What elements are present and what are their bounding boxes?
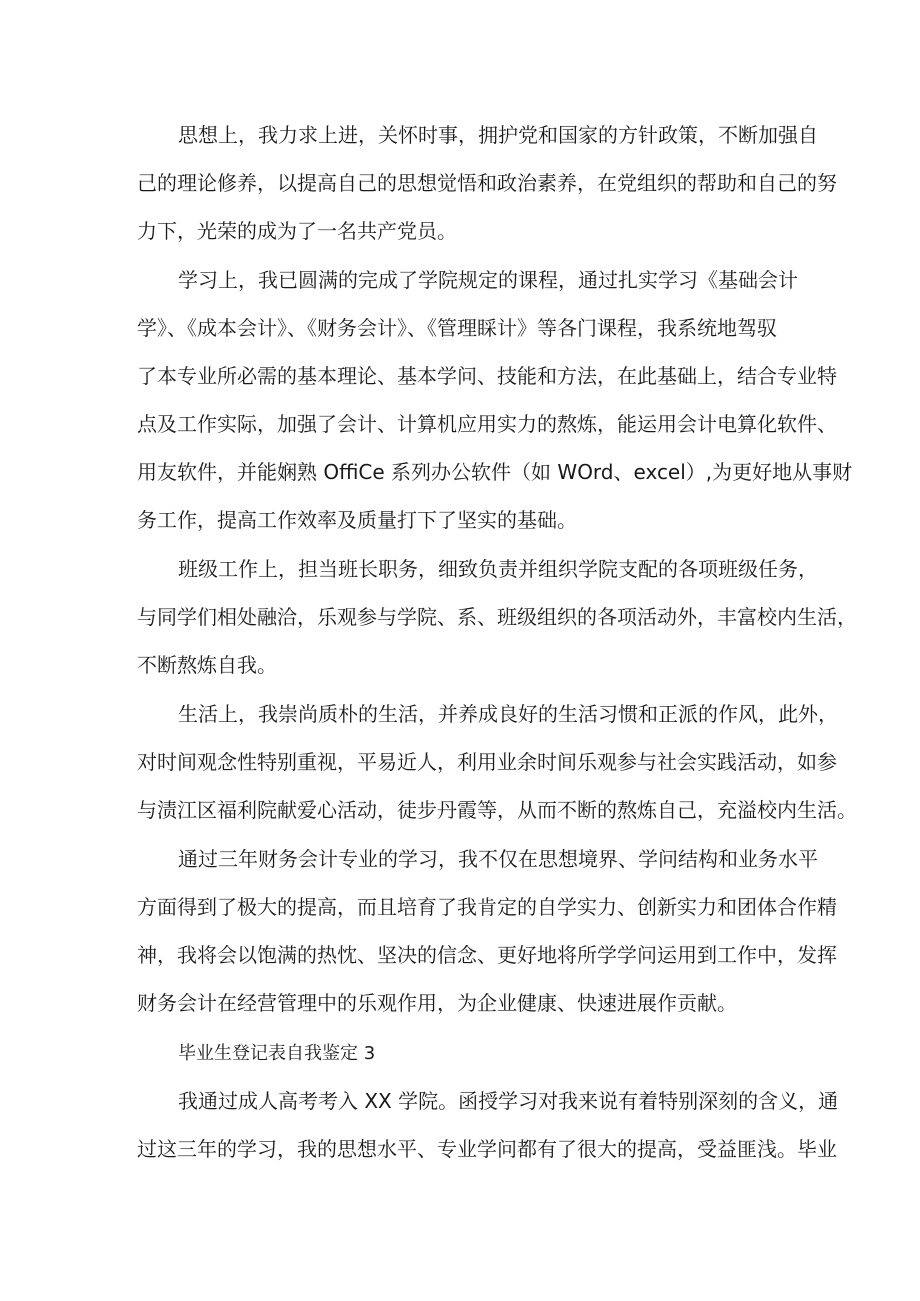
paragraph-2-line-1: 学习上，我已圆满的完成了学院规定的课程，通过扎实学习《基础会计 bbox=[178, 268, 798, 292]
paragraph-3-line-1: 班级工作上，担当班长职务，细致负责并组织学院支配的各项班级任务， bbox=[178, 557, 818, 581]
paragraph-1-line-3: 力下，光荣的成为了一名共产党员。 bbox=[137, 219, 457, 243]
paragraph-4-line-1: 生活上，我崇尚质朴的生活，并养成良好的生活习惯和正派的作风，此外， bbox=[178, 702, 838, 726]
paragraph-2-line-6: 务工作，提高工作效率及质量打下了坚实的基础。 bbox=[137, 508, 577, 532]
paragraph-2-line-5: 用友软件，并能娴熟 OffiCe 系列办公软件（如 WOrd、excel）,为更好地从事财 bbox=[137, 460, 853, 484]
paragraph-1-line-1: 思想上，我力求上进，关怀时事，拥护党和国家的方针政策，不断加强自 bbox=[178, 123, 818, 147]
paragraph-5-line-2: 方面得到了极大的提高，而且培育了我肯定的自学实力、创新实力和团体合作精 bbox=[137, 895, 837, 919]
paragraph-3-line-3: 不断熬炼自我。 bbox=[137, 653, 277, 677]
paragraph-2-line-2: 学》、《成本会计》、《财务会计》、《管理睬计》等各门课程，我系统地驾驭 bbox=[137, 316, 777, 340]
paragraph-3-line-2: 与同学们相处融洽，乐观参与学院、系、班级组织的各项活动外，丰富校内生活， bbox=[137, 605, 857, 629]
paragraph-2-line-3: 了本专业所必需的基本理论、基本学问、技能和方法，在此基础上，结合专业特 bbox=[137, 364, 837, 388]
paragraph-5-line-4: 财务会计在经营管理中的乐观作用，为企业健康、快速进展作贡献。 bbox=[137, 991, 737, 1015]
paragraph-6-line-1: 我通过成人高考考入 XX 学院。函授学习对我来说有着特别深刻的含义，通 bbox=[178, 1089, 839, 1113]
paragraph-5-line-1: 通过三年财务会计专业的学习，我不仅在思想境界、学问结构和业务水平 bbox=[178, 847, 818, 871]
section-heading: 毕业生登记表自我鉴定 3 bbox=[178, 1043, 376, 1064]
paragraph-4-line-2: 对时间观念性特别重视，平易近人，利用业余时间乐观参与社会实践活动，如参 bbox=[137, 750, 837, 774]
paragraph-1-line-2: 己的理论修养，以提高自己的思想觉悟和政治素养，在党组织的帮助和自己的努 bbox=[137, 171, 837, 195]
paragraph-4-line-3: 与渍江区福利院献爱心活动，徒步丹霞等，从而不断的熬炼自己，充溢校内生活。 bbox=[137, 798, 857, 822]
paragraph-6-line-2: 过这三年的学习，我的思想水平、专业学问都有了很大的提高，受益匪浅。毕业 bbox=[137, 1137, 837, 1161]
paragraph-2-line-4: 点及工作实际，加强了会计、计算机应用实力的熬炼，能运用会计电算化软件、 bbox=[137, 412, 837, 436]
paragraph-5-line-3: 神，我将会以饱满的热忱、坚决的信念、更好地将所学学问运用到工作中，发挥 bbox=[137, 943, 837, 967]
